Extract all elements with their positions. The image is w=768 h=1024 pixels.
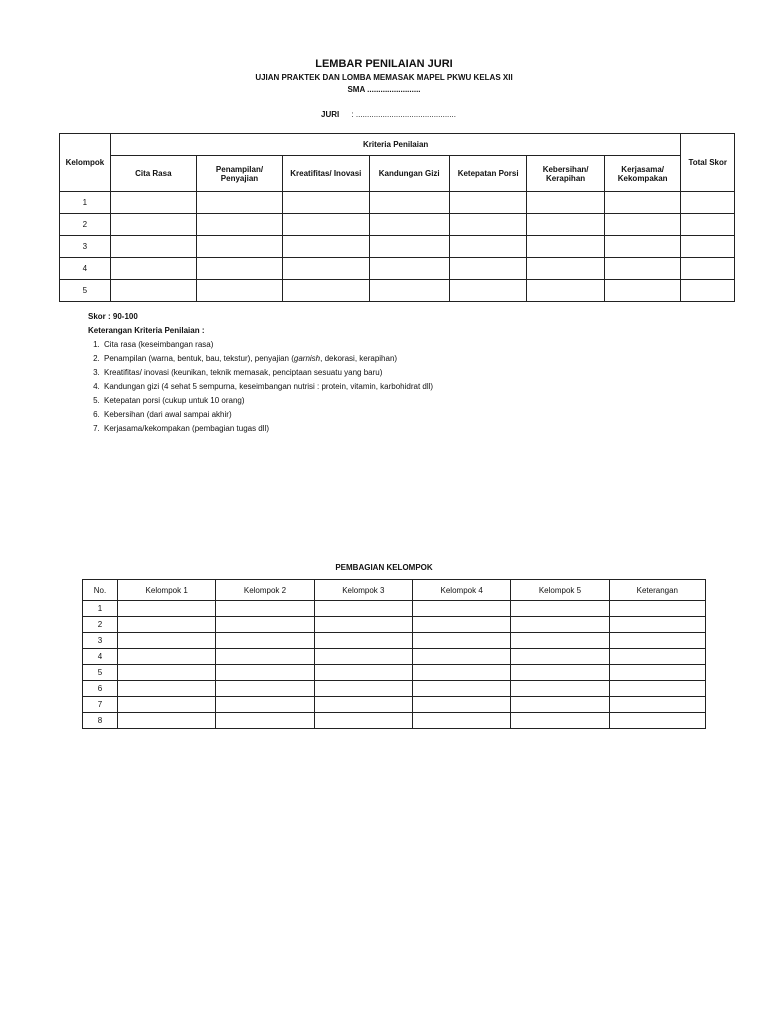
group-cell[interactable] <box>118 697 216 713</box>
group-cell[interactable] <box>216 681 314 697</box>
score-row <box>60 214 735 236</box>
criteria-note-item: 7. Kerjasama/kekompakan (pembagian tugas dll) <box>102 422 433 436</box>
group-row <box>83 681 706 697</box>
criteria-note-item: 6. Kebersihan (dari awal sampai akhir) <box>102 408 433 422</box>
score-cell[interactable] <box>283 236 369 258</box>
score-cell[interactable] <box>449 280 526 302</box>
group-number: 1 <box>60 192 111 214</box>
group-cell[interactable] <box>118 617 216 633</box>
group-row <box>83 697 706 713</box>
group-table-title: PEMBAGIAN KELOMPOK <box>335 563 433 572</box>
group-table <box>82 579 706 729</box>
score-cell[interactable] <box>196 258 282 280</box>
group-number: 2 <box>60 214 111 236</box>
score-cell[interactable] <box>369 192 449 214</box>
group-row <box>83 601 706 617</box>
group-cell[interactable] <box>412 617 510 633</box>
group-cell[interactable] <box>412 601 510 617</box>
group-cell[interactable] <box>412 633 510 649</box>
score-row <box>60 280 735 302</box>
score-cell[interactable] <box>196 192 282 214</box>
score-row <box>60 258 735 280</box>
group-cell[interactable] <box>412 697 510 713</box>
score-cell[interactable] <box>604 192 681 214</box>
group-cell[interactable] <box>314 601 412 617</box>
criteria-kebersihan: Kebersihan/ Kerapihan <box>527 156 605 192</box>
juri-line <box>321 110 456 119</box>
group-cell[interactable] <box>216 697 314 713</box>
criteria-note-item: 1. Cita rasa (keseimbangan rasa) <box>102 338 433 352</box>
group-cell[interactable] <box>511 617 609 633</box>
score-cell[interactable] <box>110 258 196 280</box>
group-cell[interactable] <box>314 713 412 729</box>
group-col-header: Kelompok 1 <box>118 580 216 601</box>
score-cell[interactable] <box>527 258 605 280</box>
score-cell[interactable] <box>369 214 449 236</box>
group-cell[interactable] <box>314 681 412 697</box>
score-cell[interactable] <box>110 236 196 258</box>
page-title: LEMBAR PENILAIAN JURI <box>315 58 453 70</box>
criteria-note-item: 3. Kreatifitas/ inovasi (keunikan, teknik memasak, penciptaan sesuatu yang baru) <box>102 366 433 380</box>
score-cell[interactable] <box>604 236 681 258</box>
group-col-header: Kelompok 5 <box>511 580 609 601</box>
score-row <box>60 192 735 214</box>
group-number: 3 <box>60 236 111 258</box>
group-cell[interactable] <box>216 713 314 729</box>
group-cell[interactable] <box>118 633 216 649</box>
group-cell[interactable] <box>412 665 510 681</box>
criteria-notes-title: Keterangan Kriteria Penilaian : <box>88 326 205 335</box>
group-cell[interactable] <box>118 665 216 681</box>
group-cell[interactable] <box>609 633 705 649</box>
group-cell[interactable] <box>216 601 314 617</box>
group-cell[interactable] <box>511 713 609 729</box>
score-cell[interactable] <box>196 236 282 258</box>
score-cell[interactable] <box>604 280 681 302</box>
group-cell[interactable] <box>511 649 609 665</box>
juri-field[interactable]: : ............................................. <box>351 110 456 119</box>
group-cell[interactable] <box>609 681 705 697</box>
score-cell[interactable] <box>527 192 605 214</box>
total-cell[interactable] <box>681 236 735 258</box>
score-cell[interactable] <box>283 258 369 280</box>
group-col-header: Kelompok 4 <box>412 580 510 601</box>
group-cell[interactable] <box>118 681 216 697</box>
criteria-note-item: 4. Kandungan gizi (4 sehat 5 sempurna, keseimbangan nutrisi : protein, vitamin, karbohidrat dll) <box>102 380 433 394</box>
row-number: 4 <box>83 649 118 665</box>
col-total-skor: Total Skor <box>681 134 735 192</box>
group-row <box>83 617 706 633</box>
group-cell[interactable] <box>216 665 314 681</box>
group-cell[interactable] <box>412 681 510 697</box>
group-cell[interactable] <box>609 665 705 681</box>
total-cell[interactable] <box>681 214 735 236</box>
criteria-notes-list <box>88 338 433 436</box>
score-cell[interactable] <box>196 214 282 236</box>
group-cell[interactable] <box>314 697 412 713</box>
criteria-cita-rasa: Cita Rasa <box>110 156 196 192</box>
group-cell[interactable] <box>118 649 216 665</box>
criteria-penampilan: Penampilan/ Penyajian <box>196 156 282 192</box>
total-cell[interactable] <box>681 192 735 214</box>
group-cell[interactable] <box>511 665 609 681</box>
criteria-ketepatan-porsi: Ketepatan Porsi <box>449 156 526 192</box>
group-col-header: Kelompok 2 <box>216 580 314 601</box>
score-cell[interactable] <box>196 280 282 302</box>
score-cell[interactable] <box>449 214 526 236</box>
group-col-header: No. <box>83 580 118 601</box>
group-cell[interactable] <box>511 681 609 697</box>
criteria-kandungan-gizi: Kandungan Gizi <box>369 156 449 192</box>
criteria-kreatifitas: Kreatifitas/ Inovasi <box>283 156 369 192</box>
group-cell[interactable] <box>609 713 705 729</box>
notes-section <box>88 310 433 436</box>
group-col-header: Kelompok 3 <box>314 580 412 601</box>
score-cell[interactable] <box>283 280 369 302</box>
criteria-note-item: 5. Ketepatan porsi (cukup untuk 10 orang) <box>102 394 433 408</box>
group-row <box>83 649 706 665</box>
score-cell[interactable] <box>527 280 605 302</box>
score-cell[interactable] <box>283 214 369 236</box>
group-col-header: Keterangan <box>609 580 705 601</box>
col-kelompok: Kelompok <box>60 134 111 192</box>
criteria-note-item: 2. Penampilan (warna, bentuk, bau, tekstur), penyajian (garnish, dekorasi, kerapihan) <box>102 352 433 366</box>
score-cell[interactable] <box>110 192 196 214</box>
score-cell[interactable] <box>369 236 449 258</box>
group-cell[interactable] <box>314 665 412 681</box>
group-cell[interactable] <box>609 601 705 617</box>
group-cell[interactable] <box>118 713 216 729</box>
score-cell[interactable] <box>449 258 526 280</box>
group-cell[interactable] <box>314 617 412 633</box>
school-line: SMA ........................ <box>347 85 421 94</box>
group-cell[interactable] <box>216 617 314 633</box>
score-cell[interactable] <box>449 236 526 258</box>
score-cell[interactable] <box>449 192 526 214</box>
group-cell[interactable] <box>412 713 510 729</box>
row-number: 6 <box>83 681 118 697</box>
row-number: 3 <box>83 633 118 649</box>
group-cell[interactable] <box>412 649 510 665</box>
page-subtitle: UJIAN PRAKTEK DAN LOMBA MEMASAK MAPEL PKWU KELAS XII <box>255 73 513 82</box>
score-row <box>60 236 735 258</box>
group-cell[interactable] <box>609 697 705 713</box>
group-cell[interactable] <box>118 601 216 617</box>
score-cell[interactable] <box>110 214 196 236</box>
juri-label: JURI <box>321 110 340 119</box>
group-cell[interactable] <box>314 633 412 649</box>
row-number: 5 <box>83 665 118 681</box>
score-cell[interactable] <box>604 258 681 280</box>
score-cell[interactable] <box>283 192 369 214</box>
score-cell[interactable] <box>527 236 605 258</box>
score-cell[interactable] <box>369 258 449 280</box>
criteria-header: Kriteria Penilaian <box>110 134 681 156</box>
group-row <box>83 633 706 649</box>
total-cell[interactable] <box>681 258 735 280</box>
group-cell[interactable] <box>314 649 412 665</box>
score-table <box>59 133 735 302</box>
row-number: 1 <box>83 601 118 617</box>
group-cell[interactable] <box>609 617 705 633</box>
group-cell[interactable] <box>216 633 314 649</box>
score-cell[interactable] <box>527 214 605 236</box>
score-range: Skor : 90-100 <box>88 312 138 321</box>
group-cell[interactable] <box>511 601 609 617</box>
criteria-kerjasama: Kerjasama/ Kekompakan <box>604 156 681 192</box>
group-row <box>83 665 706 681</box>
row-number: 8 <box>83 713 118 729</box>
group-number: 5 <box>60 280 111 302</box>
total-cell[interactable] <box>681 280 735 302</box>
group-cell[interactable] <box>216 649 314 665</box>
score-cell[interactable] <box>604 214 681 236</box>
group-cell[interactable] <box>609 649 705 665</box>
group-number: 4 <box>60 258 111 280</box>
group-cell[interactable] <box>511 633 609 649</box>
group-cell[interactable] <box>511 697 609 713</box>
row-number: 2 <box>83 617 118 633</box>
row-number: 7 <box>83 697 118 713</box>
score-cell[interactable] <box>369 280 449 302</box>
score-cell[interactable] <box>110 280 196 302</box>
group-row <box>83 713 706 729</box>
